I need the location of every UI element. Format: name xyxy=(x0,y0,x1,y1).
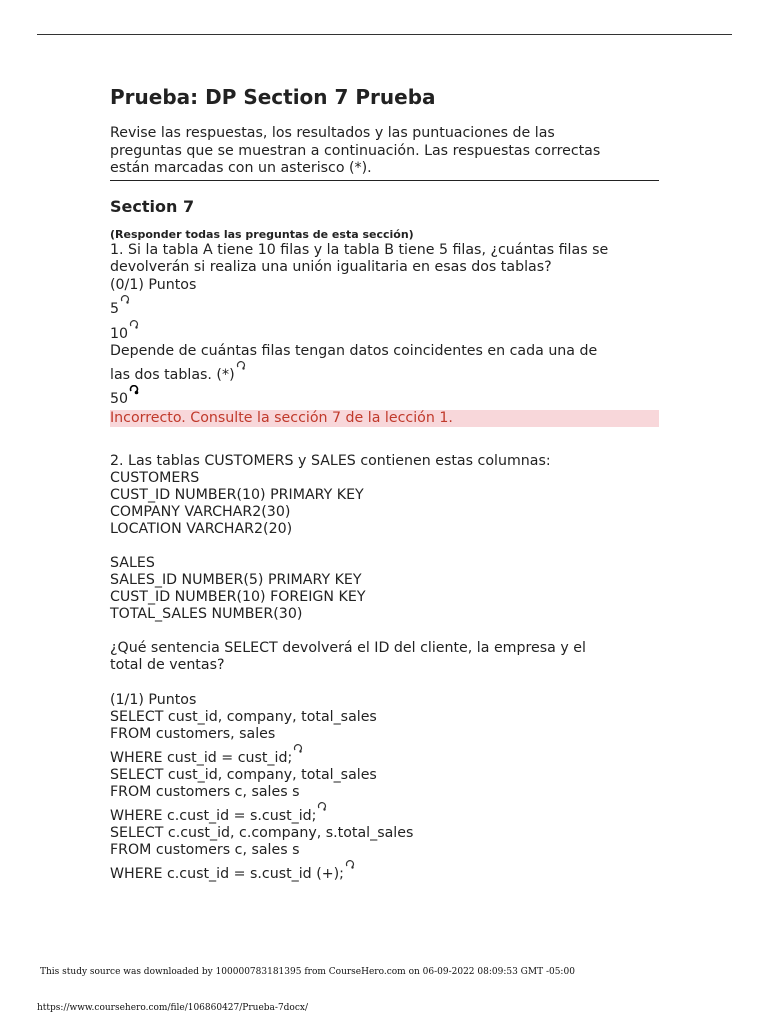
answer-option-line: WHERE c.cust_id = s.cust_id (+); xyxy=(110,865,344,882)
answer-option[interactable] xyxy=(110,301,659,318)
answer-option[interactable] xyxy=(110,825,659,883)
answer-option-label: 5 xyxy=(110,300,120,317)
question-2-line: ¿Qué sentencia SELECT devolverá el ID del cliente, la empresa y el xyxy=(110,639,586,656)
section-instruction: (Responder todas las preguntas de esta sección) xyxy=(110,227,414,241)
table-name: SALES xyxy=(110,554,155,571)
download-note: This study source was downloaded by 100000783181395 from CourseHero.com on 06-09-2022 08:09:53 GMT -05:00 xyxy=(40,967,575,977)
answer-marker-icon xyxy=(129,320,139,330)
answer-option-line: FROM customers c, sales s xyxy=(110,783,300,800)
page-title: Prueba: DP Section 7 Prueba xyxy=(110,85,436,109)
answer-marker-icon xyxy=(120,295,130,305)
intro-line: están marcadas con un asterisco (*). xyxy=(110,160,372,176)
question-1-points: (0/1) Puntos xyxy=(110,276,197,293)
intro-text xyxy=(110,125,659,181)
answer-option-selected[interactable] xyxy=(110,391,659,408)
answer-option-line: FROM customers c, sales s xyxy=(110,841,300,858)
answer-option[interactable] xyxy=(110,709,659,767)
answer-option-label: 50 xyxy=(110,390,129,407)
answer-marker-icon xyxy=(345,860,355,870)
question-1 xyxy=(110,242,659,427)
intro-line: preguntas que se muestran a continuación. Las respuestas correctas xyxy=(110,142,601,159)
table-column: SALES_ID NUMBER(5) PRIMARY KEY xyxy=(110,571,362,588)
question-2-line: total de ventas? xyxy=(110,657,225,673)
intro-line: Revise las respuestas, los resultados y las puntuaciones de las xyxy=(110,125,555,141)
table-column: COMPANY VARCHAR2(30) xyxy=(110,503,291,520)
selected-marker-icon xyxy=(129,385,139,395)
answer-option-label: Depende de cuántas filas tengan datos coincidentes en cada una de xyxy=(110,342,598,359)
source-url[interactable]: https://www.coursehero.com/file/106860427/Prueba-7docx/ xyxy=(37,1003,308,1013)
answer-option-label: 10 xyxy=(110,325,129,342)
section-title: Section 7 xyxy=(110,196,195,216)
table-name: CUSTOMERS xyxy=(110,469,200,486)
answer-option[interactable] xyxy=(110,326,659,343)
table-column: LOCATION VARCHAR2(20) xyxy=(110,520,293,537)
quiz-content xyxy=(110,82,659,883)
answer-option-line: SELECT cust_id, company, total_sales xyxy=(110,708,377,725)
answer-marker-icon xyxy=(317,802,327,812)
question-2-line: 2. Las tablas CUSTOMERS y SALES contienen estas columnas: xyxy=(110,452,551,469)
answer-marker-icon xyxy=(293,744,303,754)
question-2-points: (1/1) Puntos xyxy=(110,691,197,708)
answer-option-line: SELECT cust_id, company, total_sales xyxy=(110,766,377,783)
answer-option[interactable] xyxy=(110,767,659,825)
table-column: TOTAL_SALES NUMBER(30) xyxy=(110,605,303,622)
question-2 xyxy=(110,453,659,883)
answer-option-line: WHERE c.cust_id = s.cust_id; xyxy=(110,807,317,824)
top-rule xyxy=(37,34,732,35)
answer-option-correct[interactable] xyxy=(110,343,659,384)
table-column: CUST_ID NUMBER(10) FOREIGN KEY xyxy=(110,588,366,605)
answer-option-line: SELECT c.cust_id, c.company, s.total_sales xyxy=(110,824,414,841)
answer-option-line: WHERE cust_id = cust_id; xyxy=(110,749,293,766)
table-column: CUST_ID NUMBER(10) PRIMARY KEY xyxy=(110,486,364,503)
answer-option-line: FROM customers, sales xyxy=(110,725,276,742)
question-1-line: 1. Si la tabla A tiene 10 filas y la tabla B tiene 5 filas, ¿cuántas filas se xyxy=(110,241,609,258)
question-1-line: devolverán si realiza una unión igualitaria en esas dos tablas? xyxy=(110,259,552,275)
answer-marker-icon xyxy=(236,361,246,371)
answer-option-label: las dos tablas. (*) xyxy=(110,366,235,383)
feedback-incorrect: Incorrecto. Consulte la sección 7 de la lección 1. xyxy=(110,410,659,427)
